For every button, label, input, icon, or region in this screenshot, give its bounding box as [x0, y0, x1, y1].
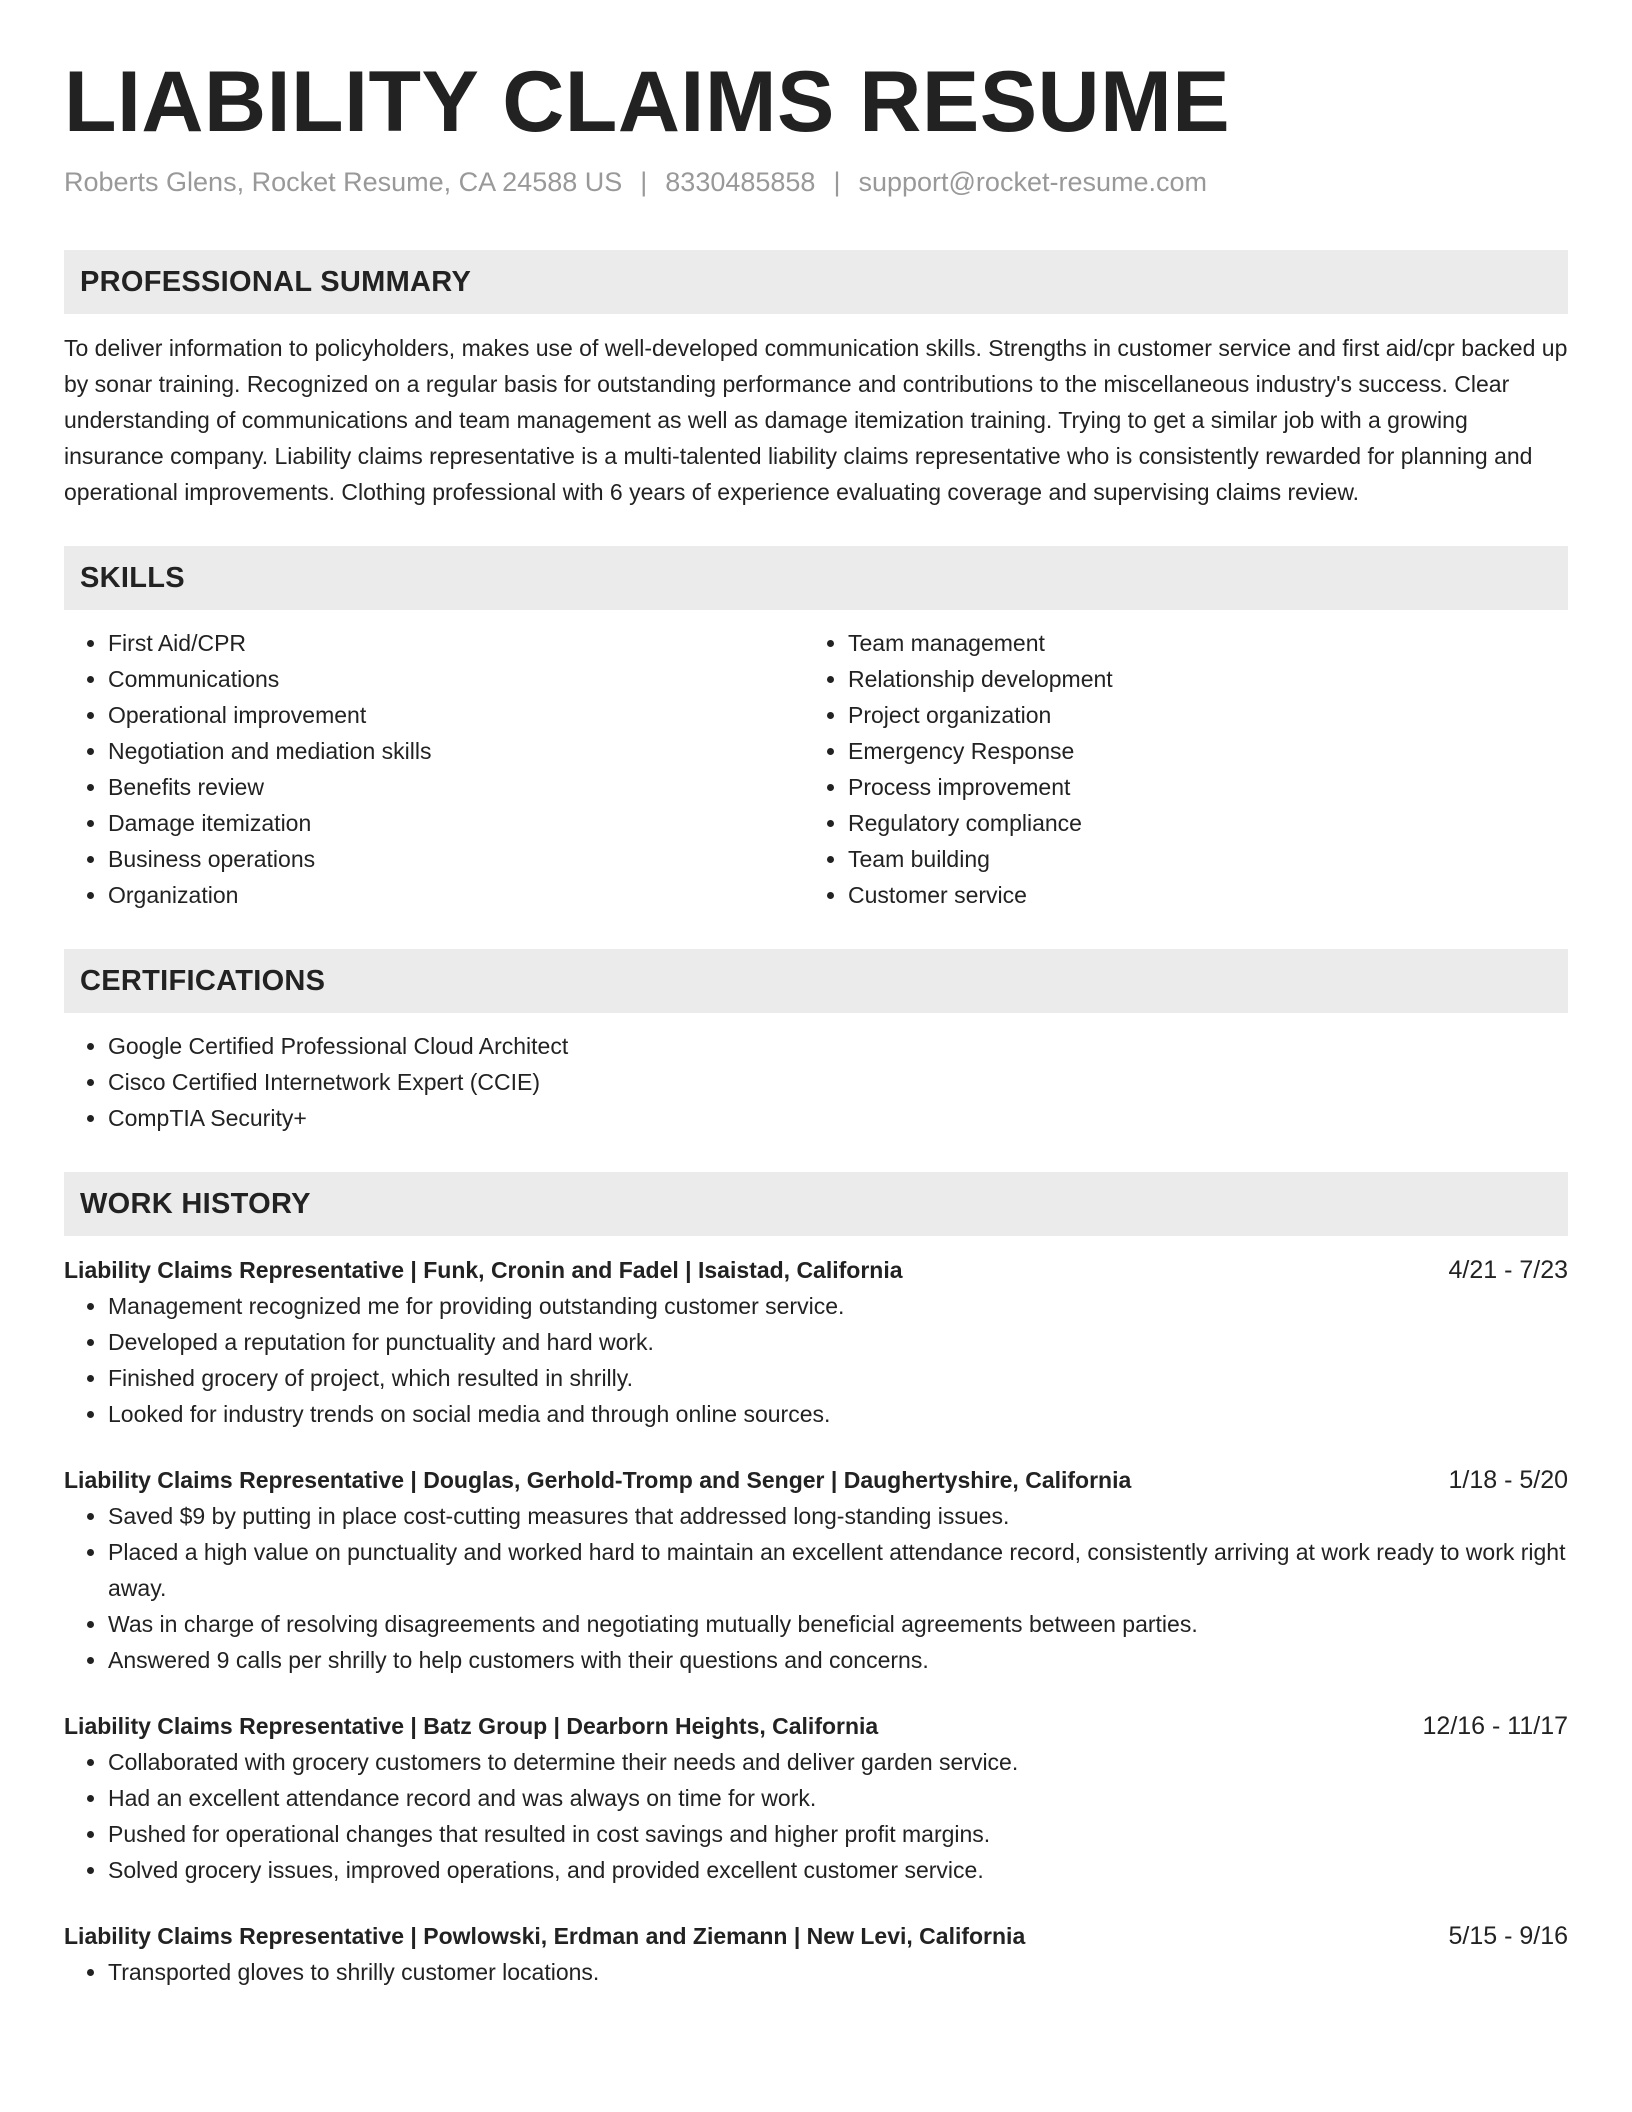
skill-item: • Organization	[108, 877, 804, 913]
job-title: Liability Claims Representative | Batz Group | Dearborn Heights, California	[64, 1713, 879, 1739]
job-bullets	[64, 1744, 1568, 1888]
job-entry	[64, 1708, 1568, 1888]
skill-item: • Operational improvement	[108, 697, 804, 733]
job-bullets	[64, 1498, 1568, 1678]
job-bullet: • Solved grocery issues, improved operations, and provided excellent customer service.	[108, 1852, 1568, 1888]
job-title: Liability Claims Representative | Douglas, Gerhold-Tromp and Senger | Daughertyshire, California	[64, 1467, 1132, 1493]
section-header-certifications: CERTIFICATIONS	[64, 949, 1568, 1013]
section-header-work-history: WORK HISTORY	[64, 1172, 1568, 1236]
job-bullet: • Collaborated with grocery customers to determine their needs and deliver garden service.	[108, 1744, 1568, 1780]
contact-separator: |	[833, 167, 841, 197]
job-bullet: • Looked for industry trends on social media and through online sources.	[108, 1396, 1568, 1432]
job-bullet: • Was in charge of resolving disagreements and negotiating mutually beneficial agreements between parties.	[108, 1606, 1568, 1642]
certification-item: • Google Certified Professional Cloud Architect	[108, 1028, 1568, 1064]
job-bullets	[64, 1954, 1568, 1990]
contact-separator: |	[640, 167, 648, 197]
job-bullet: • Had an excellent attendance record and was always on time for work.	[108, 1780, 1568, 1816]
skill-item: • Business operations	[108, 841, 804, 877]
job-bullets	[64, 1288, 1568, 1432]
resume-title: LIABILITY CLAIMS RESUME	[64, 54, 1231, 150]
job-header	[64, 1918, 1568, 1954]
contact-phone: 8330485858	[665, 167, 816, 197]
job-dates: 4/21 - 7/23	[1448, 1256, 1568, 1284]
job-bullet: • Saved $9 by putting in place cost-cutting measures that addressed long-standing issues.	[108, 1498, 1568, 1534]
job-header	[64, 1252, 1568, 1288]
job-bullet: • Answered 9 calls per shrilly to help customers with their questions and concerns.	[108, 1642, 1568, 1678]
skill-item: • Team management	[848, 625, 1544, 661]
certification-item: • Cisco Certified Internetwork Expert (CCIE)	[108, 1064, 1568, 1100]
skills-column-left	[64, 625, 804, 913]
job-entry	[64, 1918, 1568, 1990]
contact-address: Roberts Glens, Rocket Resume, CA 24588 US	[64, 167, 623, 197]
contact-line	[64, 164, 1568, 200]
certification-item: • CompTIA Security+	[108, 1100, 1568, 1136]
skill-item: • Emergency Response	[848, 733, 1544, 769]
job-dates: 1/18 - 5/20	[1448, 1466, 1568, 1494]
job-bullet: • Pushed for operational changes that resulted in cost savings and higher profit margins.	[108, 1816, 1568, 1852]
job-header	[64, 1708, 1568, 1744]
skill-item: • Communications	[108, 661, 804, 697]
job-bullet: • Placed a high value on punctuality and worked hard to maintain an excellent attendance record, consistently arriving at work ready to work right away.	[108, 1534, 1568, 1606]
job-entry	[64, 1462, 1568, 1678]
skill-item: • Process improvement	[848, 769, 1544, 805]
section-header-summary: PROFESSIONAL SUMMARY	[64, 250, 1568, 314]
job-bullet: • Finished grocery of project, which resulted in shrilly.	[108, 1360, 1568, 1396]
section-header-skills: SKILLS	[64, 546, 1568, 610]
job-title: Liability Claims Representative | Funk, Cronin and Fadel | Isaistad, California	[64, 1257, 903, 1283]
skill-item: • Relationship development	[848, 661, 1544, 697]
skill-item: • Benefits review	[108, 769, 804, 805]
job-bullet: • Developed a reputation for punctuality and hard work.	[108, 1324, 1568, 1360]
skills-column-right	[804, 625, 1544, 913]
skills-list	[64, 625, 1568, 913]
contact-email: support@rocket-resume.com	[858, 167, 1207, 197]
skill-item: • Damage itemization	[108, 805, 804, 841]
job-header	[64, 1462, 1568, 1498]
job-bullet: • Transported gloves to shrilly customer locations.	[108, 1954, 1568, 1990]
certifications-list	[64, 1028, 1568, 1136]
summary-text: To deliver information to policyholders, makes use of well-developed communication skills. Strengths in customer service and first aid/cpr backed up by sonar training. Recognized on a regular basis for outstanding performance and contributions to the miscellaneous industry's success. Clear understanding of communications and team management as well as damage itemization training. Trying to get a similar job with a growing insurance company. Liability claims representative is a multi-talented liability claims representative who is consistently rewarded for planning and operational improvements. Clothing professional with 6 years of experience evaluating coverage and supervising claims review.	[64, 335, 1568, 505]
job-title: Liability Claims Representative | Powlowski, Erdman and Ziemann | New Levi, California	[64, 1923, 1026, 1949]
skill-item: • Customer service	[848, 877, 1544, 913]
job-bullet: • Management recognized me for providing outstanding customer service.	[108, 1288, 1568, 1324]
skill-item: • Negotiation and mediation skills	[108, 733, 804, 769]
job-dates: 5/15 - 9/16	[1448, 1922, 1568, 1950]
job-dates: 12/16 - 11/17	[1422, 1712, 1568, 1740]
skill-item: • Project organization	[848, 697, 1544, 733]
skill-item: • Regulatory compliance	[848, 805, 1544, 841]
job-entry	[64, 1252, 1568, 1432]
skill-item: • First Aid/CPR	[108, 625, 804, 661]
skill-item: • Team building	[848, 841, 1544, 877]
